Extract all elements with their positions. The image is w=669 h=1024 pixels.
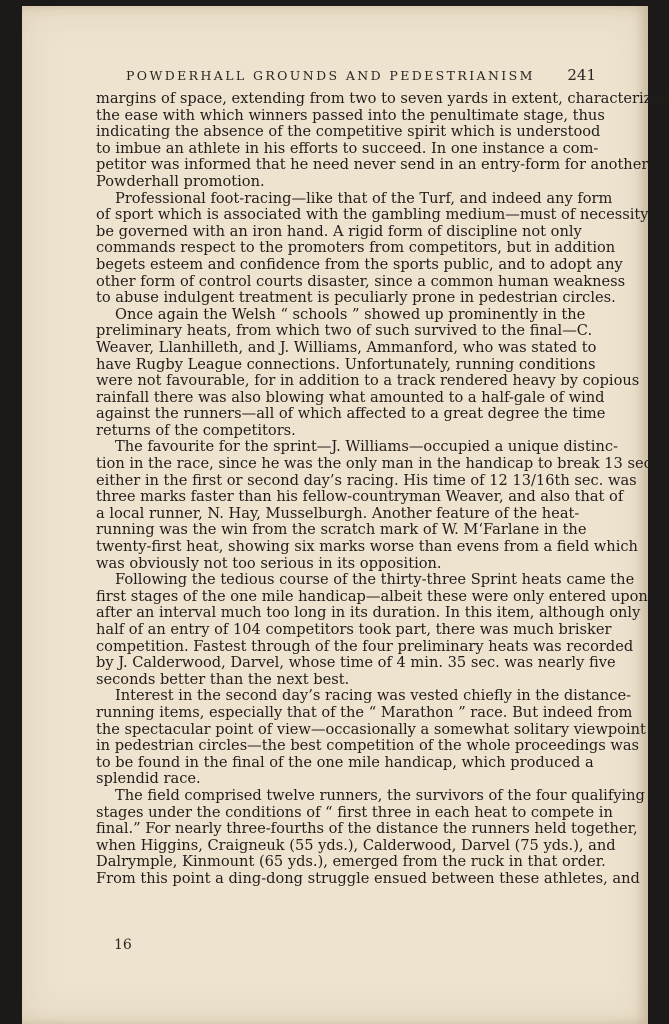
text-line: rainfall there was also blowing what amounted to a half-gale of wind [96, 388, 605, 406]
text-line: preliminary heats, from which two of such survived to the final—C. [96, 322, 593, 340]
page-number: 241 [567, 66, 596, 84]
text-line: twenty-first heat, showing six marks worse than evens from a field which [96, 538, 638, 556]
text-line: Professional foot-racing—like that of the Turf, and indeed any form [115, 189, 613, 207]
text-line: Following the tedious course of the thirty-three Sprint heats came the [115, 571, 635, 589]
text-line: have Rugby League connections. Unfortunately, running conditions [96, 355, 596, 373]
running-title: POWDERHALL GROUNDS AND PEDESTRIANISM [126, 68, 535, 83]
text-line: half of an entry of 104 competitors took part, there was much brisker [96, 621, 612, 638]
text-line: Weaver, Llanhilleth, and J. Williams, Ammanford, who was stated to [96, 338, 597, 356]
signature-mark: 16 [114, 937, 132, 953]
text-line: running items, especially that of the “ Marathon ” race. But indeed from [96, 703, 633, 721]
text-line: From this point a ding-dong struggle ensued between these athletes, and [96, 869, 640, 887]
text-line: other form of control courts disaster, since a common human weakness [96, 272, 626, 290]
text-line: of sport which is associated with the gambling medium—must of necessity [96, 206, 649, 224]
text-line: tion in the race, since he was the only man in the handicap to break 13 sec. [96, 455, 657, 473]
text-line: stages under the conditions of “ first three in each heat to compete in [96, 803, 613, 821]
text-line: when Higgins, Craigneuk (55 yds.), Calderwood, Darvel (75 yds.), and [96, 836, 616, 854]
text-line: to abuse indulgent treatment is peculiarly prone in pedestrian circles. [96, 289, 616, 307]
text-line: by J. Calderwood, Darvel, whose time of 4 min. 35 sec. was nearly five [96, 654, 616, 672]
text-line: against the runners—all of which affected to a great degree the time [96, 405, 606, 423]
text-line: in pedestrian circles—the best competition of the whole proceedings was [96, 737, 640, 755]
text-line: Powderhall promotion. [96, 172, 265, 190]
text-line: The favourite for the sprint—J. Williams—occupied a unique distinc- [115, 438, 618, 456]
text-line: the spectacular point of view—occasionally a somewhat solitary viewpoint [96, 720, 646, 738]
page-header [126, 66, 596, 86]
text-line: begets esteem and confidence from the sports public, and to adopt any [96, 255, 623, 273]
text-line: was obviously not too serious in its opposition. [96, 554, 442, 572]
text-line: returns of the competitors. [96, 421, 296, 439]
text-line: final.” For nearly three-fourths of the distance the runners held together, [96, 820, 638, 838]
text-line: Interest in the second day’s racing was vested chiefly in the distance- [115, 687, 632, 705]
text-line: to be found in the final of the one mile handicap, which produced a [96, 753, 594, 771]
body-text [96, 90, 669, 888]
text-line: running was the win from the scratch mark of W. M‘Farlane in the [96, 521, 587, 539]
text-line: first stages of the one mile handicap—albeit these were only entered upon [96, 587, 648, 605]
text-line: a local runner, N. Hay, Musselburgh. Another feature of the heat- [96, 504, 580, 522]
book-page [22, 6, 669, 1024]
text-line: the ease with which winners passed into the penultimate stage, thus [96, 106, 605, 124]
text-line: competition. Fastest through of the four preliminary heats was recorded [96, 637, 634, 655]
text-line: indicating the absence of the competitive spirit which is understood [96, 123, 601, 141]
text-line: seconds better than the next best. [96, 670, 350, 688]
text-line: petitor was informed that he need never send in an entry-form for another [96, 156, 649, 174]
text-line: commands respect to the promoters from competitors, but in addition [96, 239, 616, 257]
text-line: The field comprised twelve runners, the survivors of the four qualifying [115, 786, 645, 804]
text-line: Once again the Welsh “ schools ” showed up prominently in the [115, 305, 586, 323]
text-line: after an interval much too long in its duration. In this item, although only [96, 604, 641, 622]
text-line: to imbue an athlete in his efforts to succeed. In one instance a com- [96, 139, 599, 157]
text-line: three marks faster than his fellow-countryman Weaver, and also that of [96, 488, 624, 506]
text-line: splendid race. [96, 770, 201, 788]
text-line: either in the first or second day’s racing. His time of 12 13/16th sec. was [96, 471, 637, 489]
text-line: be governed with an iron hand. A rigid form of discipline not only [96, 222, 582, 240]
text-line: were not favourable, for in addition to a track rendered heavy by copious [96, 372, 640, 390]
text-line: margins of space, extending from two to seven yards in extent, characterized [96, 90, 669, 107]
text-line: Dalrymple, Kinmount (65 yds.), emerged from the ruck in that order. [96, 853, 606, 871]
